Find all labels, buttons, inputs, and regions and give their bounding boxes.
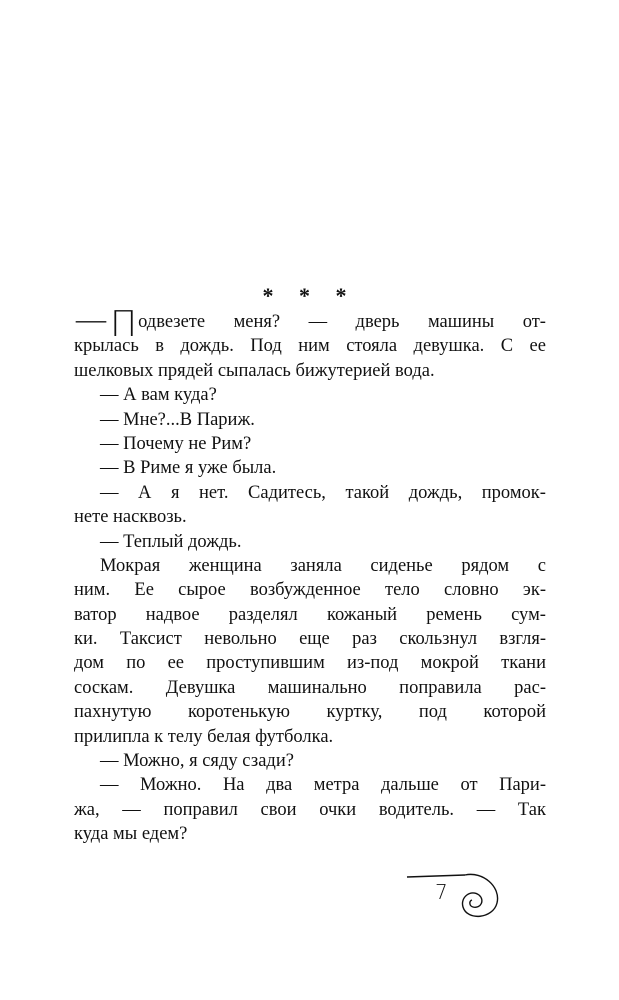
text-line: шелковых прядей сыпалась бижутерией вода. [74,360,435,381]
text-line: нете насквозь. [74,507,187,528]
word: ним [298,336,330,357]
word: дождь. [180,336,234,357]
word: я [170,482,180,503]
body-text [74,300,546,847]
word: в [155,336,164,357]
word: сиденье [370,555,433,576]
word: дальше [380,775,439,796]
text-line [74,627,546,651]
word: Можно. [140,775,202,796]
word: машинально [267,677,367,698]
word: девушка. [413,336,485,357]
word: Так [517,799,546,820]
text-line: прилипла к телу белая футболка. [74,726,334,747]
text-line [74,773,546,797]
word: из-под [347,653,399,674]
dropcap-letter: П [110,304,138,346]
text-line [138,310,546,334]
word: словно [444,580,499,601]
text-line [74,603,546,627]
section-separator: * * * [262,283,357,308]
word: надвое [145,604,200,625]
word: от [460,775,478,796]
text-line: — Можно, я сяду сзади? [100,751,294,772]
word: А [138,482,152,503]
text-line [74,798,546,822]
word: рас- [514,677,546,698]
word: соскам. [74,677,134,698]
word: ее [529,336,546,357]
word: еще [299,629,330,650]
word: — [100,775,119,796]
word: по [126,653,146,674]
word: возбужденное [249,580,361,601]
word: пахнутую [74,702,152,723]
word: На [222,775,245,796]
word: — [100,482,119,503]
word: взгля- [499,629,546,650]
text-line [74,334,546,358]
text-line [74,578,546,602]
word: жа, [74,799,100,820]
word: под [418,702,447,723]
text-line [74,700,546,724]
word: — [476,799,496,820]
word: сум- [511,604,546,625]
word: ним. [74,580,111,601]
word: коротенькую [187,702,290,723]
word: от- [522,311,546,332]
first-line [74,300,546,346]
word: куртку, [326,702,383,723]
word: раз [352,629,377,650]
word: дверь [355,311,400,332]
word: мокрой [420,653,479,674]
word: С [500,336,514,357]
word: водитель. [378,799,455,820]
word: Под [250,336,282,357]
word: два [266,775,293,796]
word: сырое [178,580,226,601]
word: скользнул [399,629,478,650]
word: такой [345,482,390,503]
word: с [537,555,546,576]
word: ки. [74,629,98,650]
swirl-ornament-icon [405,865,505,925]
word: ткани [501,653,546,674]
text-line: — Теплый дождь. [100,531,242,552]
word: крылась [74,336,139,357]
text-line: — Почему не Рим? [100,433,252,454]
word: очки [319,799,357,820]
text-line [74,676,546,700]
page-number: 7 [435,880,448,904]
word: Таксист [119,629,182,650]
word: дом [74,653,105,674]
word: рядом [461,555,510,576]
word: которой [483,702,546,723]
word: Пари- [499,775,546,796]
text-line: — А вам куда? [100,385,217,406]
word: одвезете [138,311,206,332]
word: свои [260,799,297,820]
text-line: куда мы едем? [74,824,188,845]
word: разделял [228,604,298,625]
word: промок- [481,482,546,503]
word: Мокрая [100,555,161,576]
word: поправил [163,799,238,820]
word: проступившим [206,653,325,674]
text-line [74,554,546,578]
word: ее [167,653,185,674]
word: поправила [399,677,482,698]
text-line [74,481,546,505]
word: ватор [74,604,117,625]
word: — [308,311,328,332]
word: Садитесь, [248,482,326,503]
word: машины [427,311,495,332]
word: стояла [346,336,398,357]
word: Ее [134,580,154,601]
word: меня? [233,311,281,332]
text-line: — В Риме я уже была. [100,458,277,479]
text-line [74,651,546,675]
text-line: — Мне?...В Париж. [100,409,255,430]
word: ремень [426,604,482,625]
word: кожаный [326,604,398,625]
word: женщина [188,555,262,576]
dropcap-dash: — [74,300,108,341]
word: невольно [204,629,277,650]
word: — [122,799,141,820]
page-number-ornament [405,865,505,925]
word: метра [313,775,360,796]
word: нет. [199,482,229,503]
word: заняла [290,555,342,576]
word: Девушка [165,677,236,698]
word: дождь, [408,482,463,503]
word: эк- [522,580,546,601]
word: тело [385,580,420,601]
